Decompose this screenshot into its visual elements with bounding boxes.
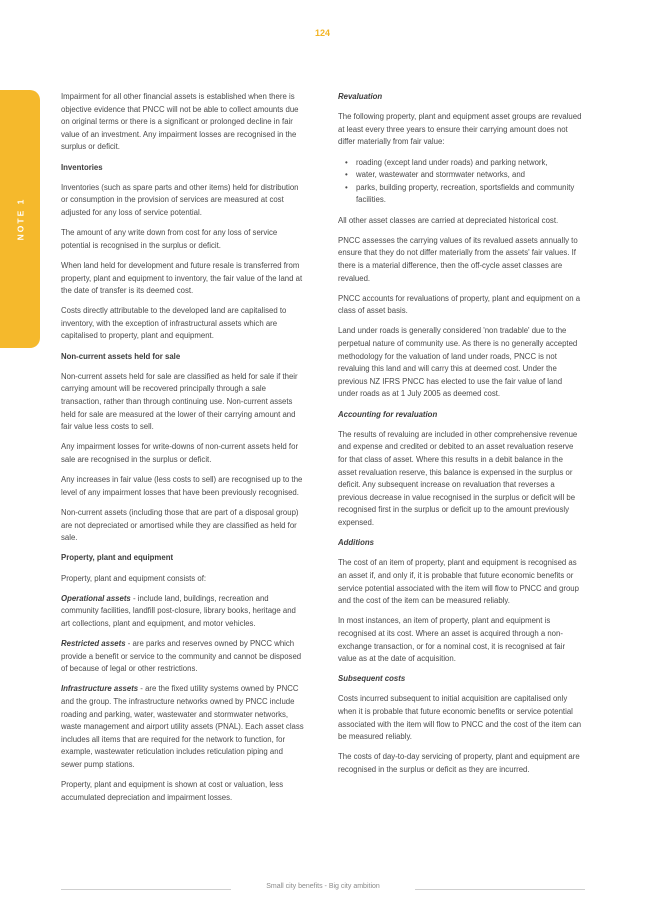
paragraph-subsequent-2: The costs of day-to-day servicing of property, plant and equipment are recognised in the surplus or deficit as they are incurred. <box>338 752 580 775</box>
revaluation-list <box>338 157 582 207</box>
footer-tagline: Small city benefits - Big city ambition <box>266 883 380 890</box>
list-item: • parks, building property, recreation, sportsfields and community facilities. <box>356 182 582 207</box>
heading-non-current-assets: Non-current assets held for sale <box>61 351 181 361</box>
paragraph-revaluation-3: PNCC assesses the carrying values of its revalued assets annually to ensure that they do not differ materially from the assets' fair values. If there is a material difference, then the off-cycle asset classes are revalued. <box>338 235 578 283</box>
paragraph-ppe-intro: Property, plant and equipment consists of: <box>61 573 207 583</box>
paragraph-revaluation-2: All other asset classes are carried at depreciated historical cost. <box>338 215 559 225</box>
text-restricted-assets: - are parks and reserves owned by PNCC which provide a benefit or service to the community and cannot be disposed of because of legal or other restrictions. <box>61 639 302 674</box>
paragraph-restricted-assets <box>61 638 305 676</box>
term-operational-assets: Operational assets <box>61 593 131 603</box>
paragraph-non-current-3: Any increases in fair value (less costs to sell) are recognised up to the level of any impairment losses that have been previously recognised. <box>61 475 303 497</box>
list-item: • roading (except land under roads) and parking network, <box>356 157 582 170</box>
term-infrastructure-assets: Infrastructure assets <box>61 684 139 694</box>
text-operational-assets: - include land, buildings, recreation and community facilities, landfill post-closure, library books, heritage and art collections, plant and equipment, and motor vehicles. <box>61 593 296 628</box>
heading-revaluation: Revaluation <box>338 92 383 101</box>
paragraph-impairment: Impairment for all other financial assets is established when there is objective evidence that PNCC will not be able to collect amounts due on original terms or there is a significant or prolonged decline in fair value of an investment. Any impairment losses are recognised in the surplus or deficit. <box>61 92 299 152</box>
paragraph-inventories-4: Costs directly attributable to the developed land are capitalised to inventory, with the exception of infrastructural assets which are capitalised to property, plant and equipment. <box>61 306 287 341</box>
heading-accounting-revaluation: Accounting for revaluation <box>338 409 438 419</box>
paragraph-inventories-2: The amount of any write down from cost for any loss of service potential is recognised in the surplus or deficit. <box>61 228 278 250</box>
paragraph-non-current-4: Non-current assets (including those that are part of a disposal group) are not depreciated or amortised while they are classified as held for sale. <box>61 507 299 543</box>
paragraph-inventories-1: Inventories (such as spare parts and other items) held for distribution or consumption in the provision of services are measured at cost adjusted for any loss of service potential. <box>61 182 299 217</box>
list-item: • water, wastewater and stormwater networks, and <box>356 169 582 182</box>
page-footer <box>61 883 585 895</box>
paragraph-additions-1: The cost of an item of property, plant and equipment is recognised as an asset if, and only if, it is probable that future economic benefits or service potential associated with the item will flow to PNCC and group and the cost of the item can be measured reliably. <box>338 558 579 606</box>
paragraph-revaluation-4: PNCC accounts for revaluations of property, plant and equipment on a class of asset basis. <box>338 293 581 316</box>
paragraph-accounting-1: The results of revaluing are included in other comprehensive revenue and expense and credited or debited to an asset revaluation reserve for that class of asset. Where this results in a debit balance in the asset revaluation reserve, this balance is expensed in the surplus or deficit. Any subsequent increase on revaluation that reverses a previous decrease in value recognised in the surplus or deficit will be recognised first in the surplus or deficit up to the amount previously expensed. <box>338 429 578 527</box>
paragraph-revaluation-1: The following property, plant and equipment asset groups are revalued at least every three years to ensure their carrying amount does not differ materially from fair value: <box>338 112 582 147</box>
text-infrastructure-assets: - are the fixed utility systems owned by PNCC and the group. The infrastructure networks owned by PNCC include roading and parking, water, wastewater and stormwater networks, waste management and airport utility assets (PNAL). Each asset class includes all items that are required for the network to function, for example, wastewater reticulation includes reticulation piping and sewer pump stations. <box>61 684 304 770</box>
paragraph-subsequent-1: Costs incurred subsequent to initial acquisition are capitalised only when it is probable that future economic benefits or service potential associated with the item will flow to PNCC and the cost of the item can be measured reliably. <box>338 694 582 742</box>
paragraph-operational-assets <box>61 593 305 631</box>
paragraph-revaluation-5: Land under roads is generally considered 'non tradable' due to the perpetual nature of community use. As there is no generally accepted methodology for the valuation of land under roads, PNCC is not revaluing this land and will carry this at deemed cost. Under the previous NZ IFRS PNCC has elected to use the fair value of land under roads as at 1 July 2005 as deemed cost. <box>338 326 578 399</box>
paragraph-ppe-valuation: Property, plant and equipment is shown at cost or valuation, less accumulated depreciation and impairment losses. <box>61 780 284 802</box>
heading-subsequent-costs: Subsequent costs <box>338 674 406 684</box>
side-tab-label: NOTE 1 <box>15 197 26 241</box>
paragraph-infrastructure-assets <box>61 683 305 771</box>
paragraph-additions-2: In most instances, an item of property, plant and equipment is recognised at its cost. Where an asset is acquired through a non-exchange transaction, or for a nominal cost, it is recognised at fair value as at the date of acquisition. <box>338 616 566 664</box>
paragraph-non-current-1: Non-current assets held for sale are classified as held for sale if their carrying amount will be recovered principally through a sale transaction, rather than through continuing use. Non-current assets held for sale are measured at the lower of their carrying amount and fair value less costs to sell. <box>61 371 298 432</box>
page-number: 124 <box>314 28 331 38</box>
term-restricted-assets: Restricted assets <box>61 639 126 649</box>
right-column <box>338 91 582 784</box>
footer-divider-right <box>415 889 585 890</box>
paragraph-non-current-2: Any impairment losses for write-downs of non-current assets held for sale are recognised in the surplus or deficit. <box>61 442 299 464</box>
heading-inventories: Inventories <box>61 162 103 172</box>
paragraph-inventories-3: When land held for development and future resale is transferred from property, plant and equipment to inventory, the fair value of the land at the date of transfer is its deemed cost. <box>61 260 303 296</box>
heading-ppe: Property, plant and equipment <box>61 553 174 563</box>
side-tab <box>0 90 40 348</box>
left-column <box>61 91 305 812</box>
heading-additions: Additions <box>338 538 374 548</box>
